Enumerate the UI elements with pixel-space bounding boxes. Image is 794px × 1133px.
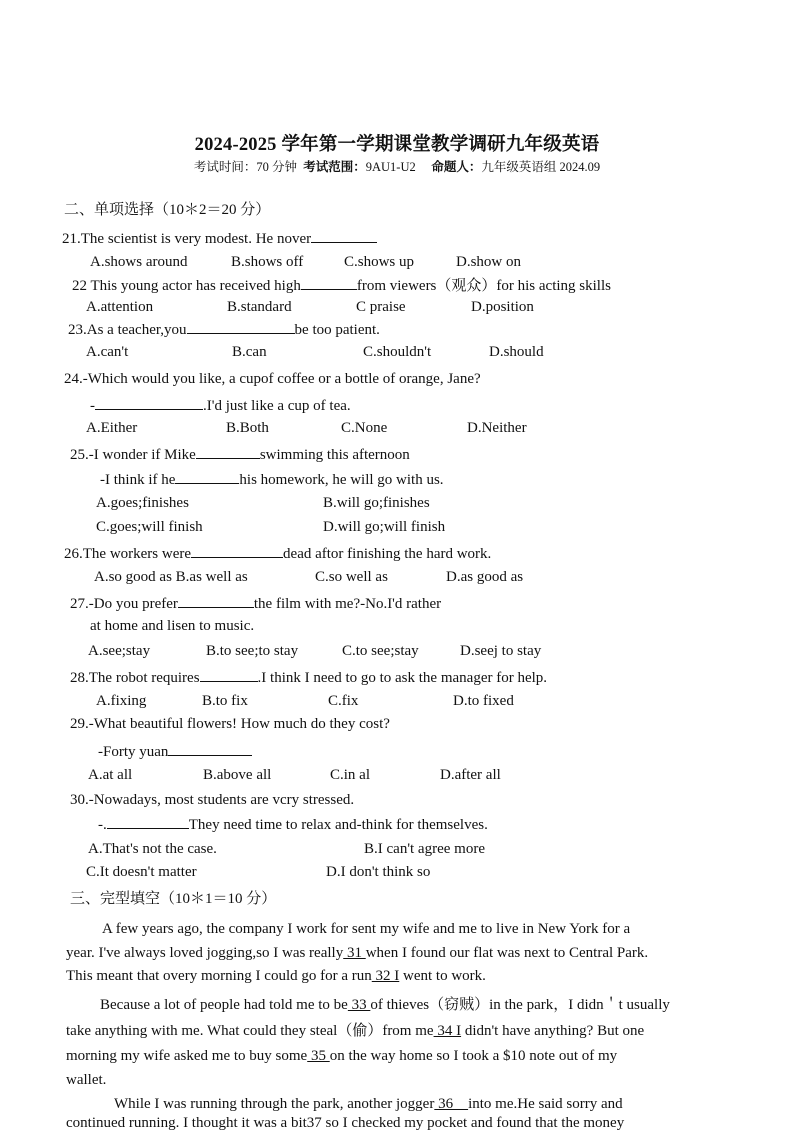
question-22-option-a: A.attention: [86, 299, 154, 315]
question-stem-text-end: his homework, he will go with us.: [239, 472, 444, 488]
question-28-option-c: C.fix: [328, 693, 359, 709]
question-26-stem: [64, 543, 491, 564]
answer-blank: [175, 469, 239, 484]
question-27-option-c: C.to see;stay: [342, 643, 419, 659]
question-stem-text: 22 This young actor has received high: [72, 278, 301, 294]
question-25-option-d: D.will go;will finish: [323, 519, 446, 535]
question-stem-text: 25.-I wonder if Mike: [70, 447, 196, 463]
question-24-option-c: C.None: [341, 420, 388, 436]
passage-text: year. I've always loved jogging,so I was really: [66, 945, 344, 961]
question-27-option-d: D.seej to stay: [460, 643, 542, 659]
question-30-option-d: D.I don't think so: [326, 864, 431, 880]
passage-line-cut: continued running. I thought it was a bit37 so I checked my pocket and found that the money: [66, 1115, 625, 1131]
passage-text: didn't have anything? But one: [461, 1023, 645, 1039]
question-30-option-c: C.It doesn't matter: [86, 864, 197, 880]
exam-author-label: 命题人：: [431, 160, 482, 174]
passage-line: [66, 943, 648, 963]
question-stem-text: 26.The workers were: [64, 546, 192, 562]
dialogue-dash: -.: [98, 817, 107, 833]
question-29-option-a: A.at all: [88, 767, 133, 783]
question-stem-text: -I think if he: [100, 472, 176, 488]
question-27-option-a: A.see;stay: [88, 643, 151, 659]
page-title: 2024-2025 学年第一学期课堂教学调研九年级英语: [194, 135, 600, 155]
question-22-option-c: C praise: [356, 299, 406, 315]
answer-blank: [95, 395, 203, 410]
question-28-option-a: A.fixing: [96, 693, 147, 709]
passage-line: A few years ago, the company I work for sent my wife and me to live in New York for a: [102, 921, 631, 937]
question-stem-text-end: swimming this afternoon: [259, 447, 410, 463]
passage-text: While I was running through the park, another jogger: [114, 1096, 435, 1112]
question-21-option-a: A.shows around: [90, 254, 188, 270]
question-stem-text-end: from viewers（观众）for his acting skills: [356, 278, 611, 294]
exam-author-value: 九年级英语组 2024.09: [481, 160, 601, 174]
question-27-stem: [70, 593, 441, 614]
question-28-option-d: D.to fixed: [453, 693, 514, 709]
question-24-option-d: D.Neither: [467, 420, 527, 436]
passage-text: of thieves（窃贼）in the park，I didn＇t usually: [370, 997, 670, 1013]
passage-line: [114, 1094, 623, 1114]
cloze-blank-33: 33: [347, 997, 371, 1013]
question-23-option-c: C.shouldn't: [363, 344, 432, 360]
answer-blank: [107, 814, 189, 829]
question-24-option-a: A.Either: [86, 420, 138, 436]
section-heading-cloze: 三、完型填空（10＊1＝10 分）: [70, 891, 277, 907]
passage-text: on the way home so I took a $10 note out of my: [329, 1048, 618, 1064]
section-heading-choice: 二、单项选择（10＊2＝20 分）: [64, 202, 271, 218]
dialogue-dash: -: [90, 398, 95, 414]
question-stem-text: 27.-Do you prefer: [70, 596, 178, 612]
passage-line: [100, 995, 670, 1015]
question-28-stem: [70, 667, 547, 688]
cloze-blank-35: 35: [307, 1048, 330, 1064]
question-25-stem: [70, 444, 410, 465]
exam-time-value: 70 分钟: [256, 160, 297, 174]
exam-time-label: 考试时间：: [193, 160, 257, 174]
question-22-option-d: D.position: [471, 299, 534, 315]
passage-text: morning my wife asked me to buy some: [66, 1048, 308, 1064]
question-26-option-c: C.so well as: [315, 569, 388, 585]
question-29-option-d: D.after all: [440, 767, 501, 783]
question-stem-text-end: .I'd just like a cup of tea.: [203, 398, 351, 414]
answer-blank: [311, 228, 377, 243]
question-30-stem: 30.-Nowadays, most students are vcry stressed.: [70, 792, 355, 808]
question-27-line2: at home and lisen to music.: [90, 618, 255, 634]
question-stem-text: 28.The robot requires: [70, 670, 200, 686]
question-25-option-b: B.will go;finishes: [323, 495, 430, 511]
question-26-option-ab: A.so good as B.as well as: [94, 569, 248, 585]
question-stem-text-end: be too patient.: [294, 322, 380, 338]
question-24-line2: [90, 395, 351, 416]
question-30-line2: [98, 814, 488, 835]
answer-blank: [187, 319, 295, 334]
question-stem-text-end: They need time to relax and-think for themselves.: [188, 817, 488, 833]
cloze-blank-36: 36: [434, 1096, 469, 1112]
question-29-option-c: C.in al: [330, 767, 370, 783]
question-22-stem: [72, 275, 611, 296]
passage-text: take anything with me. What could they steal（偷）from me: [66, 1023, 434, 1039]
question-21-stem: [62, 228, 377, 249]
question-25-option-c: C.goes;will finish: [96, 519, 203, 535]
question-stem-text: 23.As a teacher,you: [68, 322, 187, 338]
passage-text: went to work.: [399, 968, 486, 984]
passage-text: This meant that overy morning I could go for a run: [66, 968, 372, 984]
passage-text: into me.He said sorry and: [468, 1096, 623, 1112]
question-23-option-d: D.should: [489, 344, 544, 360]
cloze-blank-34: 34 I: [433, 1023, 462, 1039]
question-23-option-b: B.can: [232, 344, 267, 360]
question-23-option-a: A.can't: [86, 344, 129, 360]
passage-text: Because a lot of people had told me to be: [100, 997, 348, 1013]
question-22-option-b: B.standard: [227, 299, 292, 315]
answer-blank: [191, 543, 283, 558]
answer-blank: [196, 444, 260, 459]
question-29-line2: [98, 741, 252, 762]
answer-blank: [301, 275, 357, 290]
passage-line: wallet.: [66, 1072, 107, 1088]
question-21-option-c: C.shows up: [344, 254, 415, 270]
passage-line: [66, 1046, 617, 1066]
question-21-option-b: B.shows off: [231, 254, 304, 270]
question-25-option-a: A.goes;finishes: [96, 495, 189, 511]
question-stem-text-end: .I think I need to go to ask the manager for help.: [257, 670, 548, 686]
question-29-stem: 29.-What beautiful flowers! How much do they cost?: [70, 716, 390, 732]
passage-line: [66, 1021, 644, 1041]
question-30-option-b: B.I can't agree more: [364, 841, 485, 857]
question-stem-text-end: the film with me?-No.I'd rather: [253, 596, 442, 612]
question-stem-text: -Forty yuan: [98, 744, 169, 760]
answer-blank: [178, 593, 254, 608]
cloze-blank-31: 31: [343, 945, 366, 961]
question-25-line2: [100, 469, 444, 490]
answer-blank: [200, 667, 258, 682]
question-27-option-b: B.to see;to stay: [206, 643, 299, 659]
question-30-option-a: A.That's not the case.: [88, 841, 217, 857]
exam-scope-value: 9AU1-U2: [365, 160, 416, 174]
exam-meta: [0, 157, 794, 175]
question-stem-text: 21.The scientist is very modest. He nover: [62, 231, 312, 247]
question-24-option-b: B.Both: [226, 420, 269, 436]
question-29-option-b: B.above all: [203, 767, 272, 783]
question-28-option-b: B.to fix: [202, 693, 248, 709]
question-stem-text-end: dead aftor finishing the hard work.: [283, 546, 492, 562]
answer-blank: [168, 741, 252, 756]
cloze-blank-32: 32 I: [371, 968, 400, 984]
question-21-option-d: D.show on: [456, 254, 522, 270]
passage-line: [66, 966, 486, 986]
question-26-option-d: D.as good as: [446, 569, 524, 585]
question-24-stem: 24.-Which would you like, a cupof coffee or a bottle of orange, Jane?: [64, 371, 481, 387]
question-23-stem: [68, 319, 380, 340]
exam-scope-label: 考试范围：: [303, 160, 366, 174]
passage-text: when I found our flat was next to Central Park.: [365, 945, 649, 961]
